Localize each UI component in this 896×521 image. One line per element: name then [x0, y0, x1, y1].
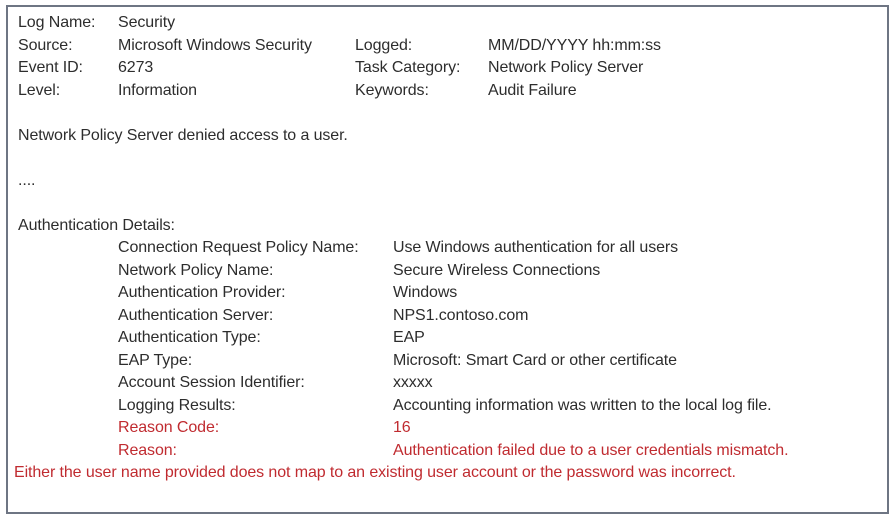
detail-label: EAP Type: [118, 351, 193, 369]
detail-label: Network Policy Name: [118, 261, 274, 279]
field-value: Security [118, 14, 175, 31]
detail-value: Use Windows authentication for all users [393, 239, 679, 256]
detail-row-account-session-identifier [118, 372, 879, 395]
field-label: Task Category: [355, 59, 461, 76]
field-label: Source: [18, 36, 73, 54]
field-label: Event ID: [18, 59, 83, 76]
detail-value: Accounting information was written to the local log file. [393, 396, 772, 414]
detail-value: Authentication failed due to a user credentials mismatch. [393, 441, 789, 459]
header-row-source-logged [18, 35, 879, 58]
header-row-log-name [18, 12, 879, 35]
field-value: Network Policy Server [488, 59, 644, 76]
header-row-eventid-taskcategory [18, 57, 879, 80]
field-label: Level: [18, 81, 61, 99]
truncation-ellipsis: .... [18, 171, 36, 189]
detail-row-connection-request-policy [118, 237, 879, 260]
detail-value: Secure Wireless Connections [393, 261, 601, 279]
field-value: Audit Failure [488, 81, 577, 99]
detail-value: Microsoft: Smart Card or other certificate [393, 351, 677, 369]
detail-label: Logging Results: [118, 396, 236, 414]
spacer [18, 192, 879, 215]
detail-label: Authentication Provider: [118, 284, 286, 301]
detail-row-authentication-server [118, 305, 879, 328]
detail-label: Authentication Type: [118, 329, 261, 346]
event-message: Network Policy Server denied access to a user. [18, 126, 348, 144]
detail-value: xxxxx [393, 374, 433, 391]
detail-row-authentication-type [118, 327, 879, 350]
detail-value: EAP [393, 329, 425, 346]
event-log-panel [6, 5, 889, 514]
detail-value: 16 [393, 419, 411, 436]
field-label [355, 12, 488, 35]
detail-label: Authentication Server: [118, 306, 274, 324]
spacer [18, 147, 879, 170]
field-value: 6273 [118, 59, 154, 76]
detail-label: Account Session Identifier: [118, 374, 305, 391]
detail-label: Reason: [118, 441, 177, 459]
detail-row-authentication-provider [118, 282, 879, 305]
section-title-authentication-details: Authentication Details: [18, 216, 175, 234]
detail-row-eap-type [118, 350, 879, 373]
detail-row-reason [118, 440, 879, 463]
field-label: Log Name: [18, 14, 96, 31]
detail-label: Connection Request Policy Name: [118, 239, 359, 256]
event-log-content [8, 7, 887, 485]
detail-value: NPS1.contoso.com [393, 306, 529, 324]
field-value: MM/DD/YYYY hh:mm:ss [488, 36, 661, 54]
field-value [488, 12, 879, 35]
detail-label: Reason Code: [118, 419, 220, 436]
detail-value: Windows [393, 284, 458, 301]
detail-row-network-policy-name [118, 260, 879, 283]
detail-row-reason-code [118, 417, 879, 440]
reason-explanation-note: Either the user name provided does not map to an existing user account or the password was incorrect. [14, 464, 736, 481]
spacer [18, 102, 879, 125]
field-value: Information [118, 81, 197, 99]
field-label: Keywords: [355, 81, 429, 99]
detail-row-logging-results [118, 395, 879, 418]
header-row-level-keywords [18, 80, 879, 103]
field-label: Logged: [355, 36, 413, 54]
field-value: Microsoft Windows Security [118, 36, 312, 54]
